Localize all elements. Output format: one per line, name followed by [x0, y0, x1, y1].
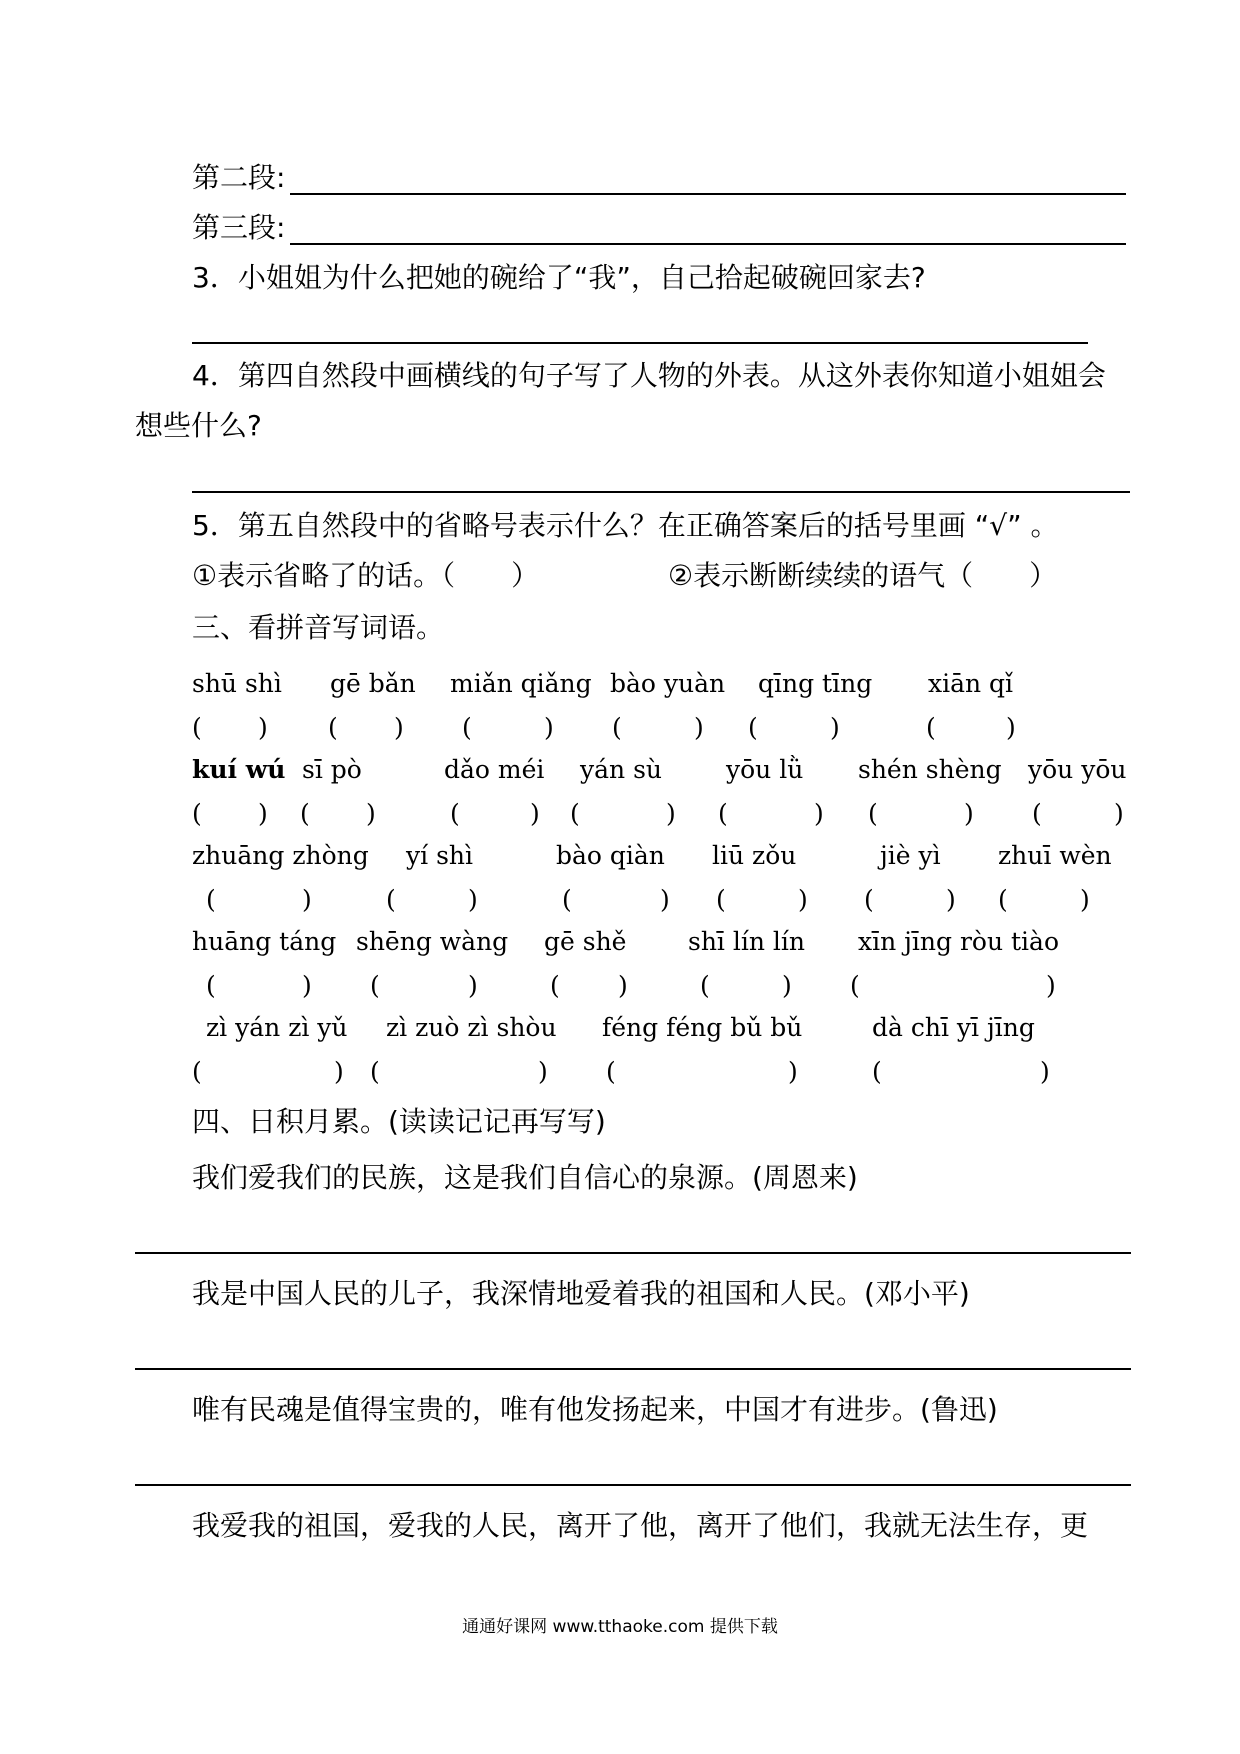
answer-paren-close: )	[1114, 799, 1124, 828]
answer-paren-open: (	[606, 1057, 616, 1086]
question-5-option-1[interactable]: ①表示省略了的话。（ ）	[192, 559, 540, 592]
question-4-line1: 4．第四自然段中画横线的句子写了人物的外表。从这外表你知道小姐姐会	[192, 359, 1106, 392]
quote-1: 我们爱我们的民族，这是我们自信心的泉源。(周恩来)	[192, 1161, 858, 1194]
answer-paren-open: (	[872, 1057, 882, 1086]
pinyin-word: sī pò	[302, 755, 362, 784]
answer-paren-open: (	[450, 799, 460, 828]
question-3-answer-line[interactable]	[192, 342, 1088, 344]
answer-paren-open: (	[612, 713, 622, 742]
answer-paren-open: (	[370, 1057, 380, 1086]
pinyin-word: zì yán zì yǔ	[206, 1013, 348, 1042]
footer-source: 通通好课网 www.tthaoke.com 提供下载	[462, 1617, 778, 1637]
answer-paren-open: (	[850, 971, 860, 1000]
answer-paren-close: )	[302, 885, 312, 914]
pinyin-word: huāng táng	[192, 927, 337, 956]
answer-paren-close: )	[618, 971, 628, 1000]
answer-paren-close: )	[660, 885, 670, 914]
quote-1-writing-line[interactable]	[135, 1252, 1131, 1254]
question-3: 3．小姐姐为什么把她的碗给了“我”，自己拾起破碗回家去?	[192, 261, 926, 294]
answer-paren-open: (	[206, 885, 216, 914]
answer-paren-close: )	[468, 971, 478, 1000]
answer-paren-close: )	[830, 713, 840, 742]
answer-paren-open: (	[570, 799, 580, 828]
answer-paren-close: )	[366, 799, 376, 828]
answer-paren-open: (	[562, 885, 572, 914]
section-4-title: 四、日积月累。(读读记记再写写)	[192, 1105, 606, 1138]
pinyin-word: shī lín lín	[688, 927, 806, 956]
answer-paren-open: (	[716, 885, 726, 914]
answer-paren-close: )	[302, 971, 312, 1000]
answer-paren-open: (	[300, 799, 310, 828]
pinyin-word: liū zǒu	[712, 841, 797, 870]
quote-3: 唯有民魂是值得宝贵的，唯有他发扬起来，中国才有进步。(鲁迅)	[192, 1393, 998, 1426]
pinyin-word: bào yuàn	[610, 669, 726, 698]
quote-2: 我是中国人民的儿子，我深情地爱着我的祖国和人民。(邓小平)	[192, 1277, 970, 1310]
answer-paren-open: (	[328, 713, 338, 742]
pinyin-word: féng féng bǔ bǔ	[602, 1013, 803, 1042]
answer-paren-close: )	[788, 1057, 798, 1086]
pinyin-word: shén shèng	[858, 755, 1002, 784]
paragraph-3-label: 第三段:	[192, 211, 286, 244]
answer-paren-close: )	[258, 799, 268, 828]
quote-3-writing-line[interactable]	[135, 1484, 1131, 1486]
answer-paren-close: )	[1006, 713, 1016, 742]
answer-paren-open: (	[864, 885, 874, 914]
answer-paren-open: (	[700, 971, 710, 1000]
answer-paren-close: )	[1080, 885, 1090, 914]
pinyin-word: yōu lǜ	[726, 755, 804, 784]
pinyin-word: gē shě	[544, 927, 627, 956]
answer-paren-close: )	[258, 713, 268, 742]
answer-paren-close: )	[814, 799, 824, 828]
answer-paren-open: (	[1032, 799, 1042, 828]
question-4-answer-line[interactable]	[192, 491, 1130, 493]
answer-paren-open: (	[206, 971, 216, 1000]
pinyin-word: kuí wú	[192, 755, 286, 784]
quote-2-writing-line[interactable]	[135, 1368, 1131, 1370]
pinyin-word: jiè yì	[880, 841, 941, 870]
question-4-line2: 想些什么?	[135, 409, 262, 442]
answer-paren-close: )	[964, 799, 974, 828]
answer-paren-open: (	[192, 1057, 202, 1086]
answer-paren-open: (	[386, 885, 396, 914]
answer-paren-open: (	[718, 799, 728, 828]
answer-paren-close: )	[946, 885, 956, 914]
pinyin-word: zì zuò zì shòu	[386, 1013, 557, 1042]
section-3-title: 三、看拼音写词语。	[192, 611, 445, 644]
pinyin-word: yán sù	[580, 755, 663, 784]
answer-paren-close: )	[666, 799, 676, 828]
question-5: 5．第五自然段中的省略号表示什么？在正确答案后的括号里画 “√” 。	[192, 509, 1059, 542]
answer-paren-open: (	[748, 713, 758, 742]
answer-paren-close: )	[530, 799, 540, 828]
answer-paren-open: (	[192, 799, 202, 828]
answer-paren-open: (	[998, 885, 1008, 914]
pinyin-word: xiān qǐ	[928, 669, 1014, 698]
paragraph-2-answer-line[interactable]	[290, 193, 1126, 195]
answer-paren-close: )	[798, 885, 808, 914]
quote-4: 我爱我的祖国，爱我的人民，离开了他，离开了他们，我就无法生存，更	[192, 1509, 1089, 1542]
answer-paren-close: )	[334, 1057, 344, 1086]
answer-paren-close: )	[694, 713, 704, 742]
pinyin-word: yōu yōu	[1028, 755, 1127, 784]
question-5-option-2[interactable]: ②表示断断续续的语气（ ）	[668, 559, 1058, 592]
answer-paren-close: )	[468, 885, 478, 914]
answer-paren-open: (	[462, 713, 472, 742]
answer-paren-open: (	[868, 799, 878, 828]
answer-paren-close: )	[538, 1057, 548, 1086]
paragraph-3-answer-line[interactable]	[290, 243, 1126, 245]
pinyin-word: miǎn qiǎng	[450, 669, 592, 698]
pinyin-word: yí shì	[406, 841, 473, 870]
answer-paren-close: )	[394, 713, 404, 742]
answer-paren-open: (	[192, 713, 202, 742]
pinyin-word: zhuī wèn	[998, 841, 1112, 870]
answer-paren-close: )	[1046, 971, 1056, 1000]
pinyin-word: shēng wàng	[356, 927, 509, 956]
pinyin-word: shū shì	[192, 669, 282, 698]
pinyin-word: dà chī yī jīng	[872, 1013, 1035, 1042]
pinyin-word: xīn jīng ròu tiào	[858, 927, 1059, 956]
answer-paren-close: )	[782, 971, 792, 1000]
pinyin-word: zhuāng zhòng	[192, 841, 369, 870]
answer-paren-close: )	[544, 713, 554, 742]
answer-paren-close: )	[1040, 1057, 1050, 1086]
paragraph-2-label: 第二段:	[192, 161, 286, 194]
answer-paren-open: (	[550, 971, 560, 1000]
answer-paren-open: (	[370, 971, 380, 1000]
pinyin-word: dǎo méi	[444, 755, 545, 784]
pinyin-word: qīng tīng	[758, 669, 873, 698]
pinyin-word: bào qiàn	[556, 841, 665, 870]
pinyin-word: gē bǎn	[330, 669, 416, 698]
answer-paren-open: (	[926, 713, 936, 742]
